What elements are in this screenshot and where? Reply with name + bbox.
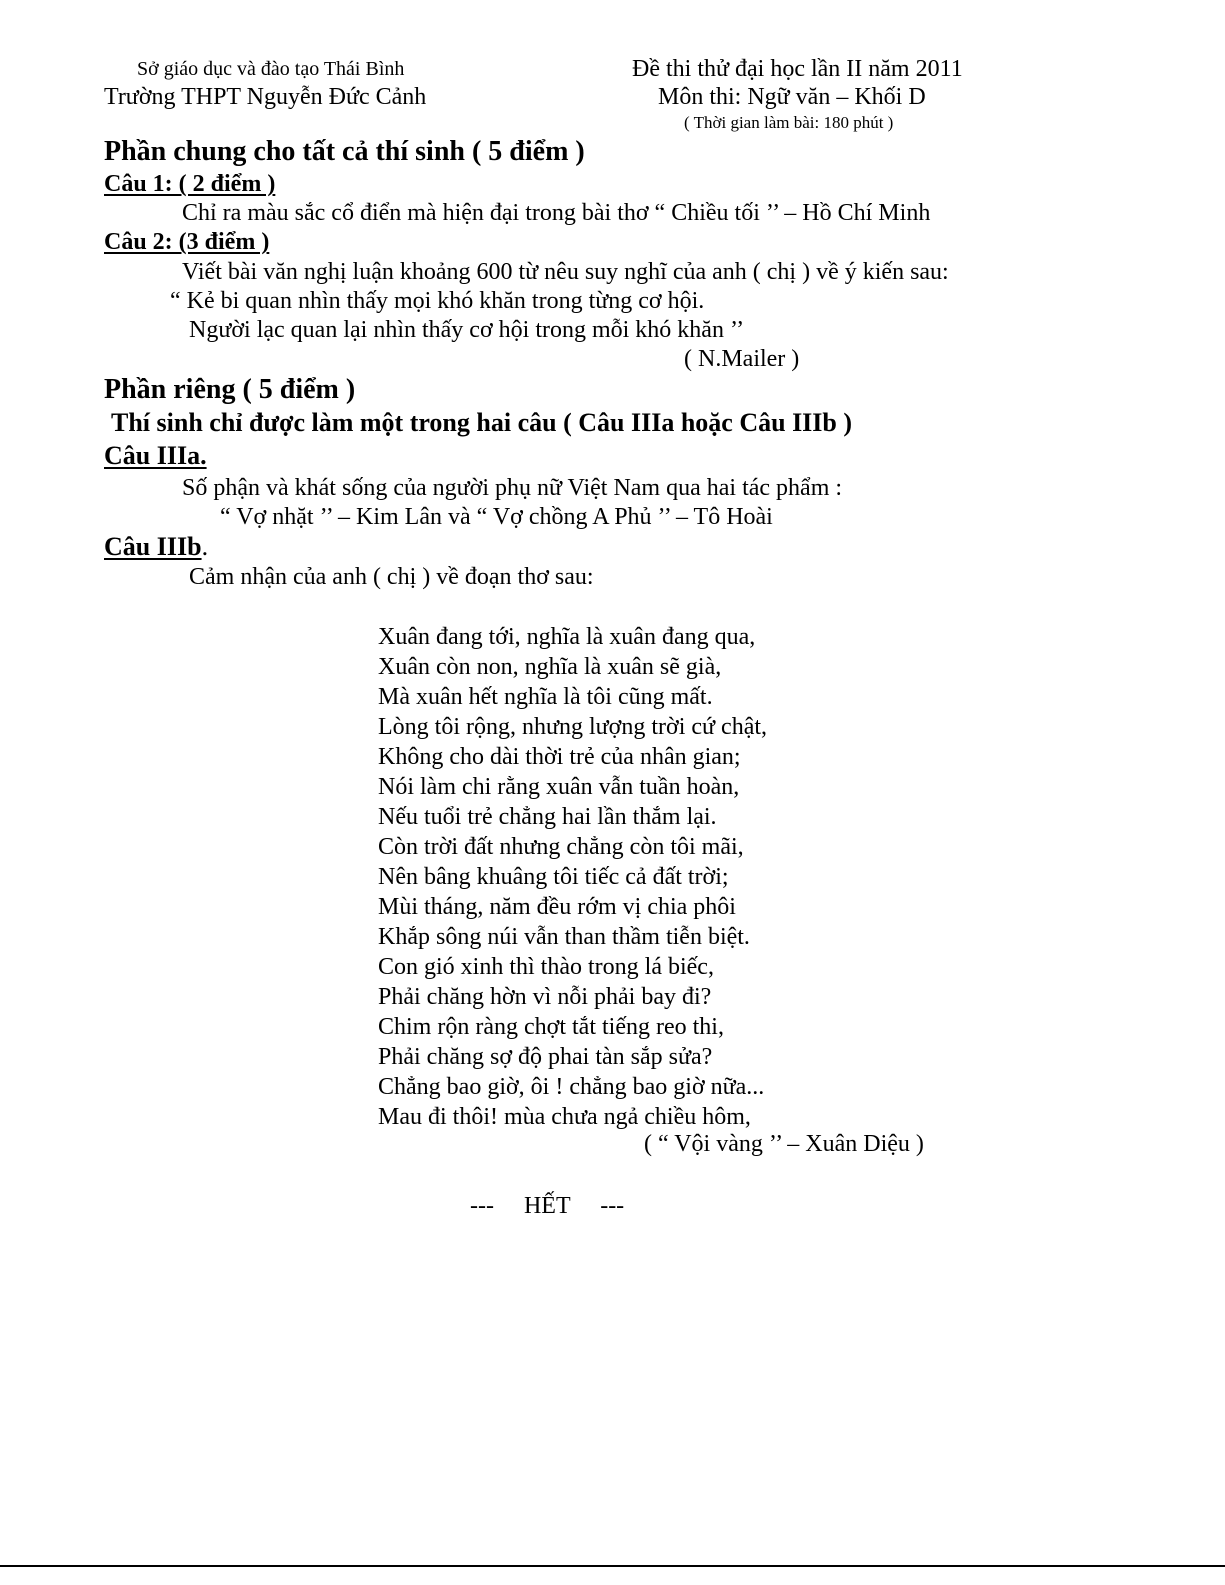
question-1-text: Chỉ ra màu sắc cổ điển mà hiện đại trong bài thơ “ Chiều tối ’’ – Hồ Chí Minh — [182, 200, 931, 226]
poem-line: Còn trời đất nhưng chẳng còn tôi mãi, — [378, 834, 744, 860]
question-3a-line1: Số phận và khát sống của người phụ nữ Việt Nam qua hai tác phẩm : — [182, 475, 843, 501]
private-part-instruction: Thí sinh chỉ được làm một trong hai câu ( Câu IIIa hoặc Câu IIIb ) — [111, 408, 853, 437]
question-3b-label: Câu IIIb — [104, 532, 202, 561]
common-part-heading: Phần chung cho tất cả thí sinh ( 5 điểm ) — [104, 136, 585, 167]
question-3b-heading — [104, 534, 208, 560]
poem-line: Lòng tôi rộng, nhưng lượng trời cứ chật, — [378, 714, 768, 740]
poem-line: Khắp sông núi vẫn than thầm tiễn biệt. — [378, 924, 750, 950]
question-1-label: Câu 1: ( 2 điểm ) — [104, 171, 276, 197]
poem-line: Mau đi thôi! mùa chưa ngả chiều hôm, — [378, 1104, 751, 1130]
poem-line: Xuân còn non, nghĩa là xuân sẽ già, — [378, 654, 722, 680]
question-2-quote-line2: Người lạc quan lại nhìn thấy cơ hội trong mỗi khó khăn ’’ — [189, 317, 745, 343]
question-2-text: Viết bài văn nghị luận khoảng 600 từ nêu suy nghĩ của anh ( chị ) về ý kiến sau: — [182, 259, 949, 285]
question-2-quote-line1: “ Kẻ bi quan nhìn thấy mọi khó khăn trong từng cơ hội. — [170, 288, 705, 314]
school-name: Trường THPT Nguyễn Đức Cảnh — [104, 84, 427, 110]
page-bottom-rule — [0, 1565, 1225, 1567]
poem-source: ( “ Vội vàng ’’ – Xuân Diệu ) — [644, 1131, 924, 1157]
exam-duration: ( Thời gian làm bài: 180 phút ) — [684, 113, 894, 132]
poem-line: Nói làm chi rằng xuân vẫn tuần hoàn, — [378, 774, 740, 800]
poem-line: Xuân đang tới, nghĩa là xuân đang qua, — [378, 624, 756, 650]
exam-title: Đề thi thử đại học lần II năm 2011 — [632, 56, 963, 82]
poem-line: Nếu tuổi trẻ chẳng hai lần thắm lại. — [378, 804, 717, 830]
question-3b-label-suffix: . — [201, 532, 209, 561]
question-3b-text: Cảm nhận của anh ( chị ) về đoạn thơ sau: — [189, 564, 594, 590]
poem-line: Chim rộn ràng chợt tắt tiếng reo thi, — [378, 1014, 724, 1040]
private-part-heading: Phần riêng ( 5 điểm ) — [104, 374, 356, 405]
question-2-quote-author: ( N.Mailer ) — [684, 346, 800, 372]
poem-line: Phải chăng sợ độ phai tàn sắp sửa? — [378, 1044, 713, 1070]
poem-line: Nên bâng khuâng tôi tiếc cả đất trời; — [378, 864, 729, 890]
poem-line: Chẳng bao giờ, ôi ! chẳng bao giờ nữa... — [378, 1074, 765, 1100]
department-name: Sở giáo dục và đào tạo Thái Bình — [137, 58, 405, 80]
poem-line: Mà xuân hết nghĩa là tôi cũng mất. — [378, 684, 713, 710]
end-mark: --- HẾT --- — [470, 1193, 625, 1219]
poem-line: Phải chăng hờn vì nỗi phải bay đi? — [378, 984, 712, 1010]
poem-line: Con gió xinh thì thào trong lá biếc, — [378, 954, 714, 980]
question-3a-label: Câu IIIa. — [104, 441, 207, 470]
poem-line: Mùi tháng, năm đều rớm vị chia phôi — [378, 894, 736, 920]
question-3a-line2: “ Vợ nhặt ’’ – Kim Lân và “ Vợ chồng A Phủ ’’ – Tô Hoài — [220, 504, 773, 530]
poem-line: Không cho dài thời trẻ của nhân gian; — [378, 744, 741, 770]
poem — [378, 622, 767, 1132]
question-2-label: Câu 2: (3 điểm ) — [104, 229, 270, 255]
exam-subject: Môn thi: Ngữ văn – Khối D — [658, 84, 926, 110]
